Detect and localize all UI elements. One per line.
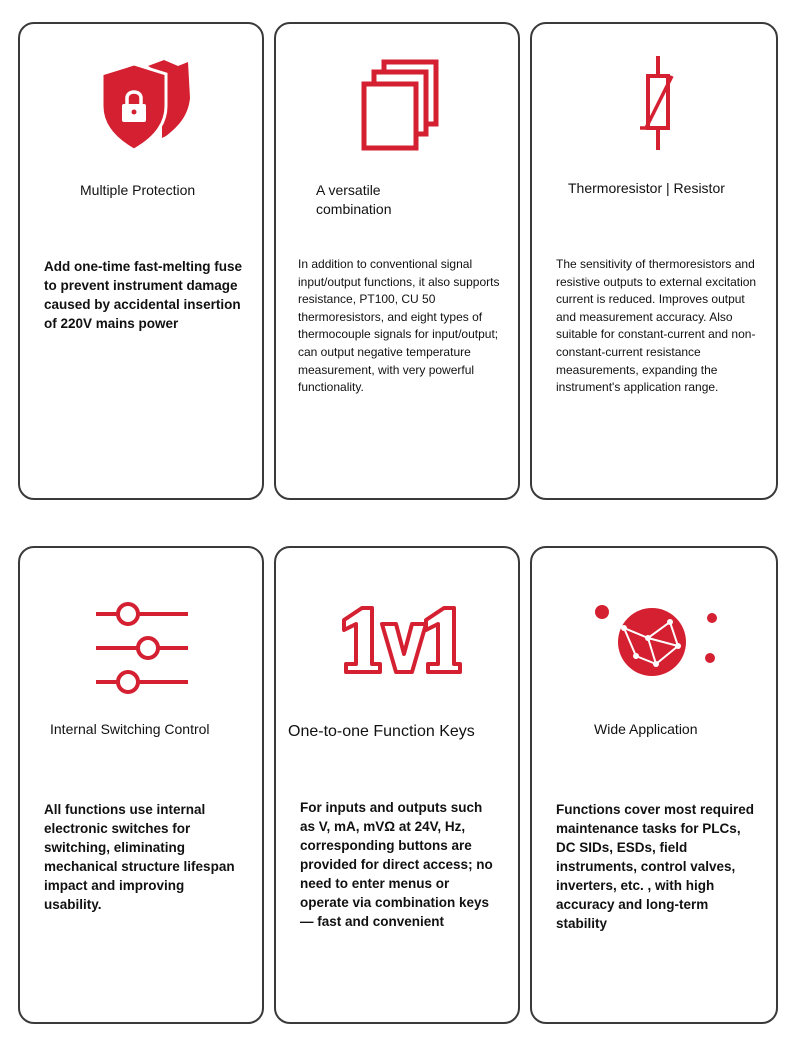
feature-card-multiple-protection	[18, 22, 264, 500]
sliders-icon	[92, 598, 192, 698]
thermistor-icon	[638, 54, 678, 154]
feature-card-internal-switching	[18, 546, 264, 1024]
stacked-squares-icon	[356, 54, 446, 164]
card-description: The sensitivity of thermoresistors and resistive outputs to external excitation current is reduced. Improves output and measurement accuracy. Also suitable for constant-current and non-constant-current resistance measurements, expanding the instrument's application range.	[556, 257, 757, 395]
feature-card-wide-application	[530, 546, 778, 1024]
feature-card-versatile-combination	[274, 22, 520, 500]
card-title: Wide Application	[594, 721, 698, 737]
card-description: Add one-time fast-melting fuse to prevent instrument damage caused by accidental insertion of 220V mains power	[44, 259, 243, 331]
card-title: One-to-one Function Keys	[288, 723, 475, 740]
card-title: Thermoresistor | Resistor	[568, 180, 725, 196]
card-description: Functions cover most required maintenance tasks for PLCs, DC SIDs, ESDs, field instruments, control valves, inverters, etc. , with high accuracy and long-term stability	[556, 802, 755, 931]
card-title: Multiple Protection	[80, 182, 196, 198]
one-v-one-icon	[338, 604, 462, 674]
card-description: All functions use internal electronic switches for switching, eliminating mechanical structure lifespan impact and improving usability.	[44, 802, 235, 912]
card-title: A versatile combination	[316, 182, 392, 217]
feature-card-thermoresistor	[530, 22, 778, 500]
globe-network-icon	[592, 598, 722, 708]
card-title: Internal Switching Control	[50, 721, 210, 737]
feature-card-function-keys	[274, 546, 520, 1024]
card-description: For inputs and outputs such as V, mA, mVΩ at 24V, Hz, corresponding buttons are provided for direct access; no need to enter menus or operate via combination keys — fast and convenient	[300, 800, 493, 929]
card-description: In addition to conventional signal input/output functions, it also supports resistance, PT100, CU 50 thermoresistors, and eight types of thermocouple signals for input/output; can output negative temperature measurement, with very powerful functionality.	[298, 257, 500, 395]
shield-lock-icon	[92, 54, 202, 154]
